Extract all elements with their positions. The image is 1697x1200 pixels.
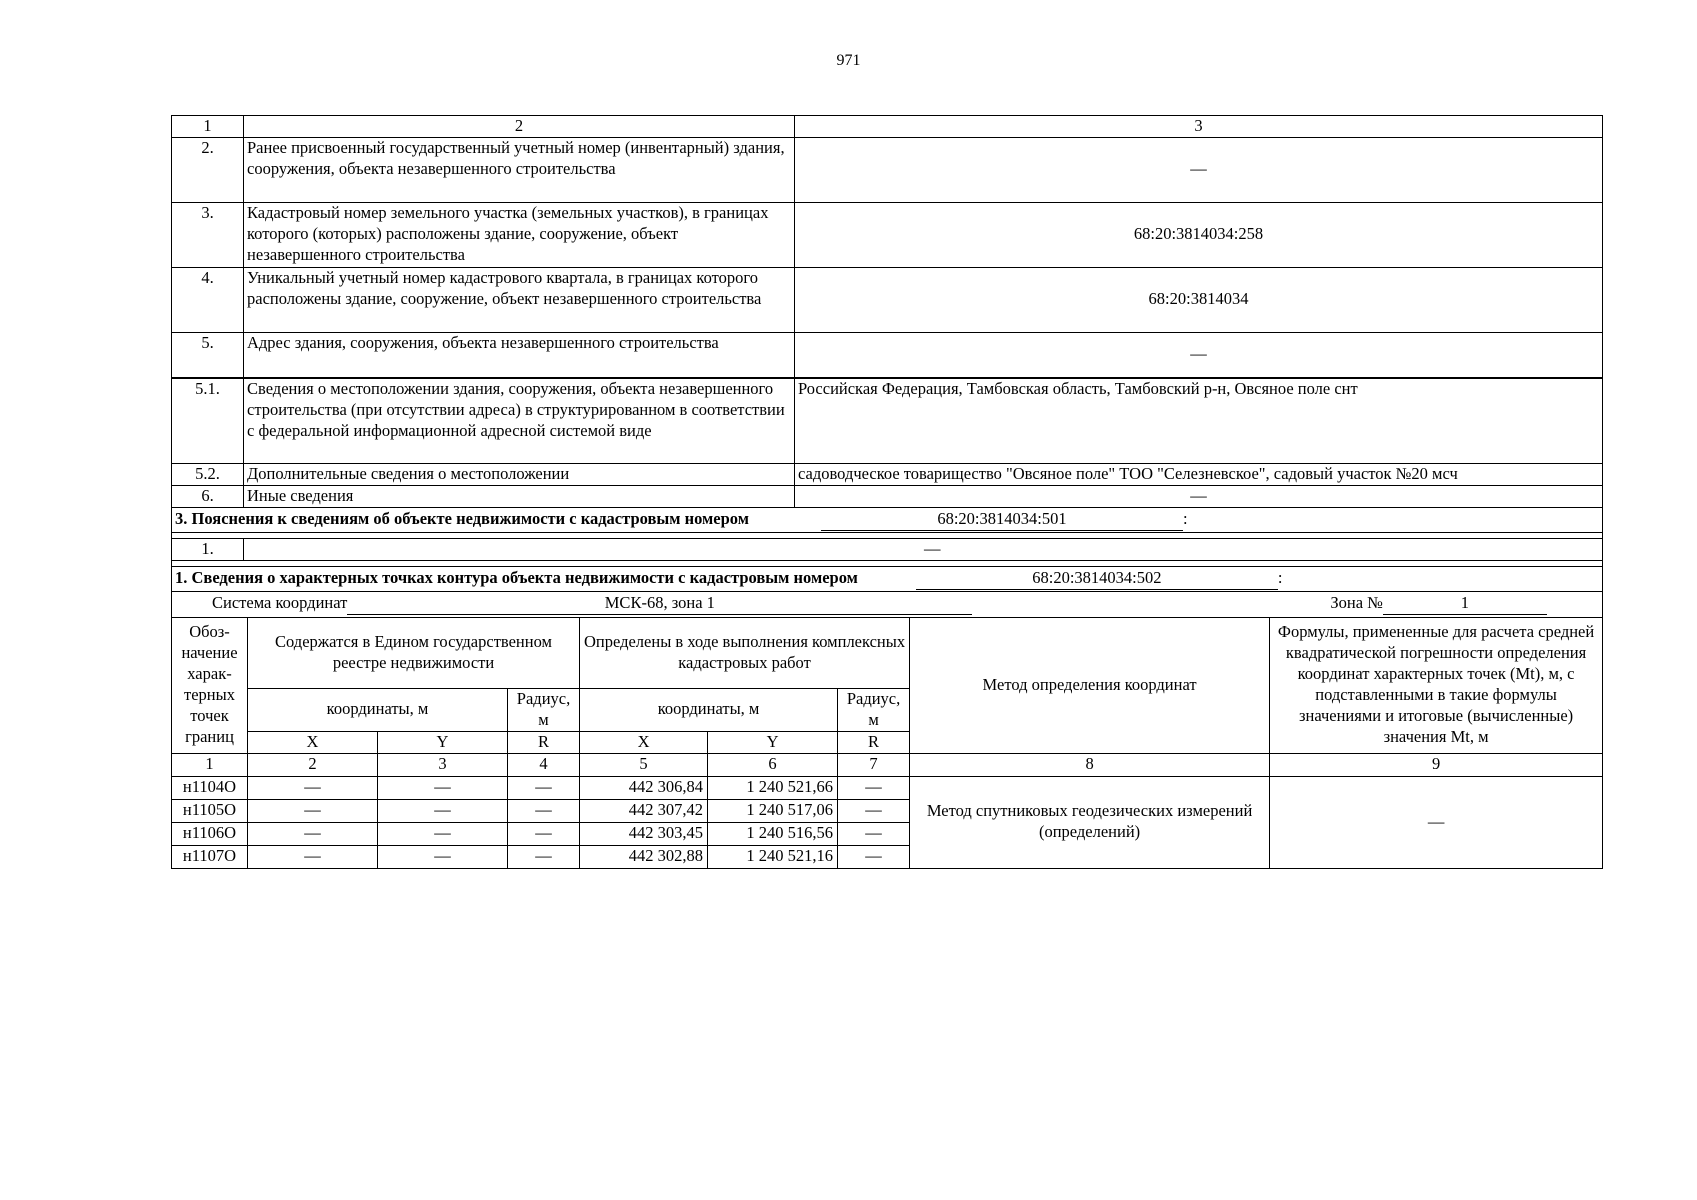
section3-heading-cell	[172, 507, 1603, 532]
section1-cadastral-number: 68:20:3814034:502	[916, 568, 1278, 590]
column-number: 3	[378, 753, 508, 776]
row-number: 1.	[172, 538, 244, 560]
table-row	[172, 137, 1603, 202]
row-label: Кадастровый номер земельного участка (земельных участков), в границах которого (которых) расположены здание, сооружение, объект незавершенного строительства	[244, 202, 795, 267]
registry-x: —	[248, 799, 378, 822]
row-number: 3.	[172, 202, 244, 267]
row-number: 2.	[172, 137, 244, 202]
point-row	[172, 776, 1603, 799]
sub-radius-header: Радиус, м	[508, 688, 580, 731]
page-number: 971	[836, 52, 861, 69]
table-row	[172, 378, 1603, 464]
registry-y: —	[378, 776, 508, 799]
column-number: 7	[838, 753, 910, 776]
determined-y: 1 240 517,06	[708, 799, 838, 822]
col-formulas-header: Формулы, примененные для расчета средней квадратической погрешности определения координат характерных точек (Mt), м, с подставленными в такие формулы значениями и итоговые (вычисленные) значения Mt, м	[1270, 618, 1603, 754]
registry-y: —	[378, 845, 508, 868]
determined-x: 442 302,88	[580, 845, 708, 868]
determined-r: —	[838, 776, 910, 799]
row-number: 4.	[172, 267, 244, 332]
points-header-row	[172, 618, 1603, 689]
coord-system-value: МСК-68, зона 1	[347, 593, 972, 615]
row-number: 5.2.	[172, 463, 244, 485]
formulas-cell: —	[1270, 776, 1603, 868]
axis-r: R	[508, 731, 580, 753]
row-label: Уникальный учетный номер кадастрового квартала, в границах которого расположены здание, сооружение, объект незавершенного строительства	[244, 267, 795, 332]
section1-colon: :	[1277, 567, 1283, 587]
row-value: —	[244, 538, 1603, 560]
point-designation: н1105О	[172, 799, 248, 822]
column-number: 8	[910, 753, 1270, 776]
axis-y: Y	[378, 731, 508, 753]
registry-x: —	[248, 845, 378, 868]
row-label: Сведения о местоположении здания, сооружения, объекта незавершенного строительства (при отсутствии адреса) в структурированном в соответствии с федеральной информационной адресной системой виде	[244, 378, 795, 464]
col-method-header: Метод определения координат	[910, 618, 1270, 754]
sub-coords-header: координаты, м	[580, 688, 838, 731]
section1-heading-row	[172, 566, 1603, 591]
column-number: 6	[708, 753, 838, 776]
document-sheet	[171, 115, 1602, 869]
column-number: 5	[580, 753, 708, 776]
header-row	[172, 116, 1603, 138]
row-label: Ранее присвоенный государственный учетный номер (инвентарный) здания, сооружения, объекта незавершенного строительства	[244, 137, 795, 202]
row-number: 5.	[172, 332, 244, 378]
zone-value: 1	[1383, 593, 1547, 615]
row-value: 68:20:3814034	[795, 267, 1603, 332]
row-value: садоводческое товарищество "Овсяное поле" ТОО "Селезневское", садовый участок №20 мсч	[795, 463, 1603, 485]
header-cell: 2	[244, 116, 795, 138]
column-numbers-row	[172, 753, 1603, 776]
registry-r: —	[508, 799, 580, 822]
method-cell: Метод спутниковых геодезических измерений (определений)	[910, 776, 1270, 868]
column-number: 2	[248, 753, 378, 776]
row-label: Адрес здания, сооружения, объекта незавершенного строительства	[244, 332, 795, 378]
header-cell: 3	[795, 116, 1603, 138]
determined-y: 1 240 521,16	[708, 845, 838, 868]
registry-r: —	[508, 776, 580, 799]
row-number: 5.1.	[172, 378, 244, 464]
point-designation: н1106О	[172, 822, 248, 845]
determined-r: —	[838, 822, 910, 845]
sub-radius-header: Радиус, м	[838, 688, 910, 731]
determined-r: —	[838, 845, 910, 868]
point-designation: н1104О	[172, 776, 248, 799]
row-value: —	[795, 332, 1603, 378]
column-number: 4	[508, 753, 580, 776]
col-determined-header: Определены в ходе выполнения комплексных кадастровых работ	[580, 618, 910, 689]
registry-x: —	[248, 822, 378, 845]
axis-x: X	[580, 731, 708, 753]
table-row	[172, 267, 1603, 332]
header-cell: 1	[172, 116, 244, 138]
determined-y: 1 240 521,66	[708, 776, 838, 799]
col-registry-header: Содержатся в Едином государственном реестре недвижимости	[248, 618, 580, 689]
column-number: 1	[172, 753, 248, 776]
table-row	[172, 332, 1603, 378]
column-number: 9	[1270, 753, 1603, 776]
section3-row	[172, 538, 1603, 560]
section3-cadastral-number: 68:20:3814034:501	[821, 509, 1183, 531]
axis-y: Y	[708, 731, 838, 753]
section3-title: 3. Пояснения к сведениям об объекте недвижимости с кадастровым номером	[175, 508, 749, 528]
row-label: Дополнительные сведения о местоположении	[244, 463, 795, 485]
section1-title: 1. Сведения о характерных точках контура объекта недвижимости с кадастровым номером	[175, 567, 858, 587]
axis-r: R	[838, 731, 910, 753]
registry-y: —	[378, 822, 508, 845]
sub-coords-header: координаты, м	[248, 688, 508, 731]
zone-label: Зона №	[1330, 593, 1383, 613]
row-value: —	[795, 485, 1603, 507]
points-table	[171, 618, 1603, 869]
col-designation-header: Обоз-начение харак-терных точек границ	[172, 618, 248, 754]
coord-system-cell	[172, 591, 1603, 617]
point-designation: н1107О	[172, 845, 248, 868]
registry-x: —	[248, 776, 378, 799]
registry-r: —	[508, 822, 580, 845]
coord-system-row	[172, 591, 1603, 617]
table-row	[172, 463, 1603, 485]
row-value: 68:20:3814034:258	[795, 202, 1603, 267]
determined-y: 1 240 516,56	[708, 822, 838, 845]
registry-r: —	[508, 845, 580, 868]
section1-heading-cell	[172, 566, 1603, 591]
table-row	[172, 202, 1603, 267]
section3-heading-row	[172, 507, 1603, 532]
row-label: Иные сведения	[244, 485, 795, 507]
row-number: 6.	[172, 485, 244, 507]
determined-r: —	[838, 799, 910, 822]
coord-system-label: Система координат	[212, 593, 348, 613]
section3-colon: :	[1182, 508, 1188, 528]
determined-x: 442 303,45	[580, 822, 708, 845]
axis-x: X	[248, 731, 378, 753]
row-value: —	[795, 137, 1603, 202]
row-value: Российская Федерация, Тамбовская область, Тамбовский р-н, Овсяное поле снт	[795, 378, 1603, 464]
determined-x: 442 306,84	[580, 776, 708, 799]
registry-y: —	[378, 799, 508, 822]
table-row	[172, 485, 1603, 507]
object-info-table	[171, 115, 1603, 618]
determined-x: 442 307,42	[580, 799, 708, 822]
